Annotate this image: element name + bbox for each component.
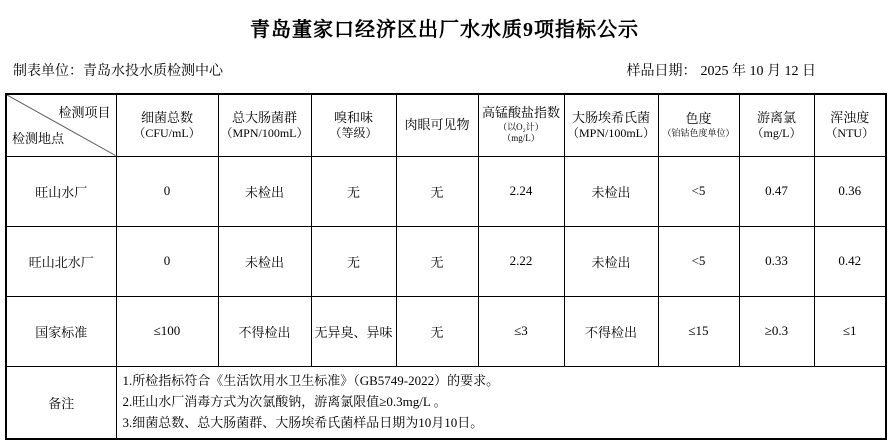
row-wangshan-plant (6, 156, 886, 226)
value-cell: 不得检出 (218, 296, 311, 366)
sample-date (627, 60, 821, 80)
value-cell: 无异臭、异味 (311, 296, 396, 366)
location-cell: 旺山水厂 (6, 156, 116, 226)
table-header-row (6, 94, 886, 156)
remark-label: 备注 (6, 366, 116, 439)
value-cell: <5 (658, 226, 739, 296)
corner-label-locations: 检测地点 (12, 130, 65, 146)
value-cell: 2.22 (478, 226, 564, 296)
remark-line: 3.细菌总数、总大肠菌群、大肠埃希氏菌样品日期为10月10日。 (122, 414, 484, 430)
value-cell: 2.24 (478, 156, 564, 226)
remark-line: 1.所检指标符合《生活饮用水卫生标准》（GB5749-2022）的要求。 (122, 373, 500, 389)
row-wangshan-north-plant (6, 226, 886, 296)
sample-date-label: 样品日期： (626, 64, 697, 79)
col-bacteria-count: 细菌总数 （CFU/mL） (116, 94, 218, 156)
value-cell: 0.47 (739, 156, 814, 226)
value-cell: 未检出 (564, 156, 658, 226)
corner-header-cell (6, 94, 116, 156)
location-cell: 旺山北水厂 (6, 226, 116, 296)
value-cell: 0.33 (739, 226, 814, 296)
value-cell: ≤15 (658, 296, 739, 366)
value-cell: 0.42 (814, 226, 886, 296)
value-cell: ≤3 (478, 296, 564, 366)
value-cell: 未检出 (218, 226, 311, 296)
remark-line: 2.旺山水厂消毒方式为次氯酸钠，游离氯限值≥0.3mg/L 。 (122, 393, 447, 409)
info-row (13, 60, 820, 80)
col-free-chlorine: 游离氯 （mg/L） (739, 94, 814, 156)
location-cell: 国家标准 (6, 296, 116, 366)
value-cell: 未检出 (564, 226, 658, 296)
sample-date-value: 2025 年 10 月 12 日 (700, 64, 816, 79)
value-cell: 无 (396, 226, 478, 296)
value-cell: ≤1 (814, 296, 886, 366)
remark-content (116, 366, 886, 439)
value-cell: 无 (311, 156, 396, 226)
value-cell: ≤100 (116, 296, 218, 366)
col-e-coli: 大肠埃希氏菌 （MPN/100mL） (564, 94, 658, 156)
corner-label-items: 检测项目 (58, 105, 111, 120)
value-cell: <5 (658, 156, 739, 226)
col-total-coliform: 总大肠菌群 （MPN/100mL） (218, 94, 311, 156)
value-cell: 未检出 (218, 156, 311, 226)
value-cell: 0 (116, 226, 218, 296)
value-cell: ≥0.3 (739, 296, 814, 366)
value-cell: 0 (116, 156, 218, 226)
col-permanganate-index: 高锰酸盐指数 （以O₂计） （mg/L） (478, 94, 564, 156)
col-chromaticity: 色度 （铂钴色度单位） (658, 94, 739, 156)
value-cell: 不得检出 (564, 296, 658, 366)
value-cell: 无 (396, 156, 478, 226)
value-cell: 无 (311, 226, 396, 296)
col-turbidity: 浑浊度 （NTU） (814, 94, 886, 156)
row-national-standard (6, 296, 886, 366)
col-visible-matter: 肉眼可见物 (396, 94, 478, 156)
value-cell: 无 (396, 296, 478, 366)
value-cell: 0.36 (814, 156, 886, 226)
water-quality-table (5, 93, 887, 440)
row-remark (6, 366, 886, 439)
page-title: 青岛董家口经济区出厂水水质9项指标公示 (250, 19, 639, 41)
col-odor-taste: 嗅和味 （等级） (311, 94, 396, 156)
maker-label: 制表单位：青岛水投水质检测中心 (13, 64, 223, 79)
